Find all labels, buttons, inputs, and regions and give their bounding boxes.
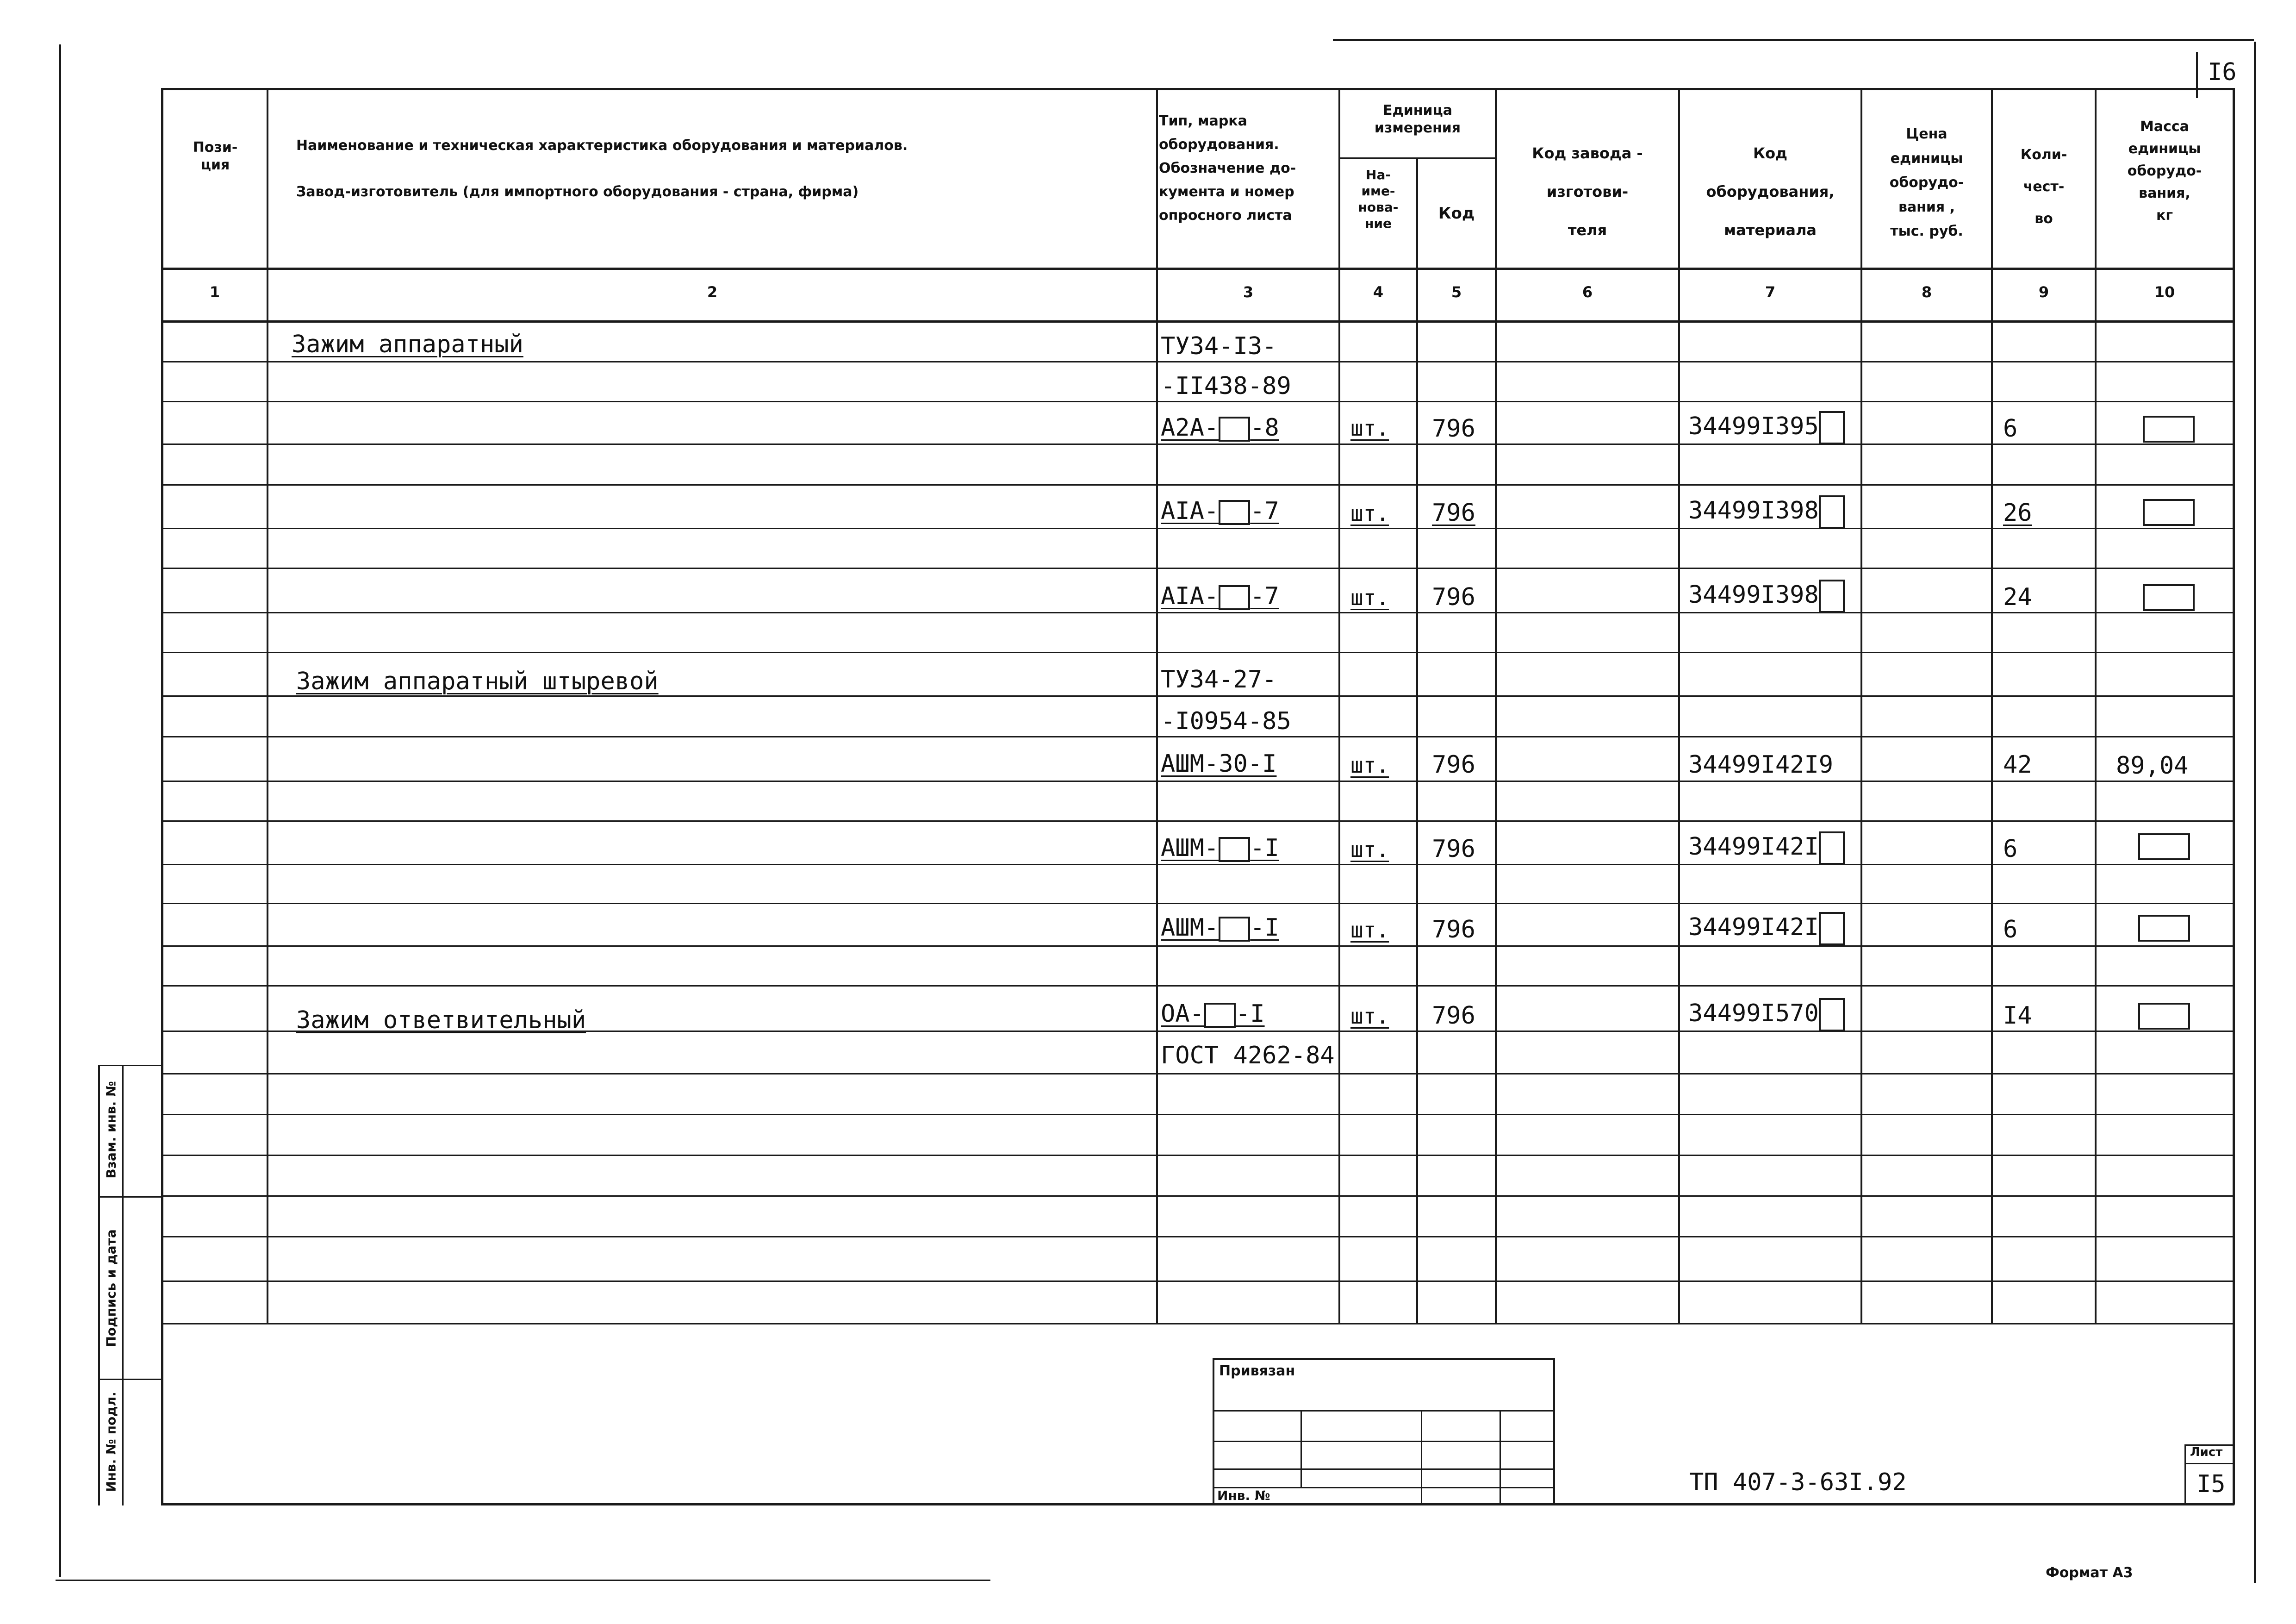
header-quantity: Коли- чест- во xyxy=(2020,147,2067,227)
col-line-8 xyxy=(1991,88,1993,1324)
blank-box-icon xyxy=(1819,998,1845,1031)
colnum-9: 9 xyxy=(2038,283,2049,301)
row-line xyxy=(161,652,2234,653)
mass-blank-box-icon xyxy=(2143,416,2195,443)
type-cell xyxy=(1161,916,1279,942)
header-unit-name: На- име- нова- ние xyxy=(1358,167,1399,231)
corner-box-left xyxy=(2196,52,2198,98)
header-position: Пози- ция xyxy=(193,139,238,173)
mass-cell: 89,04 xyxy=(2116,752,2189,780)
header-unit-code: Код xyxy=(1438,204,1475,223)
row-line xyxy=(161,1195,2234,1197)
equipment-code-cell xyxy=(1688,998,1845,1031)
blank-box-icon xyxy=(1819,411,1845,444)
unit-code-cell: 796 xyxy=(1432,499,1475,527)
colnum-5: 5 xyxy=(1451,283,1462,301)
type-prefix: АIА- xyxy=(1161,582,1219,610)
col-line-5 xyxy=(1495,88,1497,1324)
equipment-code-cell xyxy=(1688,831,1845,865)
equipment-code-text: 34499I570 xyxy=(1688,999,1819,1027)
sheet-box-mid xyxy=(2184,1463,2234,1464)
col-line-6 xyxy=(1678,88,1680,1324)
stamp-col-line xyxy=(1421,1410,1422,1505)
row-line xyxy=(161,1236,2234,1237)
table-bottom-border xyxy=(161,1503,2234,1505)
type-prefix: А2А- xyxy=(1161,414,1219,442)
type-cell: ТУ34-I3- xyxy=(1161,332,1277,360)
blank-box-icon xyxy=(1204,1003,1236,1028)
type-cell xyxy=(1161,416,1279,442)
item-name: Зажим аппаратный xyxy=(292,331,523,358)
equipment-code-cell xyxy=(1688,580,1845,613)
equipment-code-cell: 34499I42I9 xyxy=(1688,751,1834,779)
equipment-code-text: 34499I42I xyxy=(1688,913,1819,941)
col-line-3 xyxy=(1338,88,1340,1324)
type-cell xyxy=(1161,836,1279,862)
table-right-border xyxy=(2233,88,2235,1505)
blank-box-icon xyxy=(1219,585,1250,610)
row-line xyxy=(161,820,2234,822)
number-row-bottom-line xyxy=(161,320,2234,323)
stamp-frame-top xyxy=(1213,1358,1555,1360)
row-line xyxy=(161,736,2234,737)
header-price: Цена единицы оборудо- вания , тыс. руб. xyxy=(1889,126,1964,239)
unit-code-cell: 796 xyxy=(1432,751,1475,779)
colnum-7: 7 xyxy=(1765,283,1776,301)
row-line xyxy=(161,1073,2234,1074)
equipment-code-cell xyxy=(1688,912,1845,945)
table-top-border xyxy=(161,88,2234,90)
row-line xyxy=(161,443,2234,445)
side-stamp-mid xyxy=(122,1065,124,1505)
quantity-cell: 6 xyxy=(2003,415,2018,443)
unit-cell: шт. xyxy=(1350,501,1389,526)
unit-code-cell: 796 xyxy=(1432,1002,1475,1030)
mass-blank-box-icon xyxy=(2143,584,2195,611)
colnum-1: 1 xyxy=(209,283,220,301)
frame-left-line xyxy=(59,44,61,1577)
row-line xyxy=(161,568,2234,569)
stamp-inv-label: Инв. № xyxy=(1217,1488,1270,1503)
quantity-cell: 24 xyxy=(2003,583,2032,611)
col-line-1 xyxy=(267,88,268,1324)
row-line xyxy=(161,484,2234,486)
unit-cell: шт. xyxy=(1350,753,1389,778)
row-line xyxy=(161,1114,2234,1115)
sheet-corner-number: I6 xyxy=(2208,58,2237,86)
type-suffix: -I xyxy=(1235,1000,1265,1028)
type-cell: ГОСТ 4262-84 xyxy=(1161,1042,1335,1069)
unit-code-cell: 796 xyxy=(1432,415,1475,443)
equipment-code-cell xyxy=(1688,411,1845,444)
type-suffix: -7 xyxy=(1250,582,1279,610)
equipment-code-text: 34499I398 xyxy=(1688,497,1819,525)
unit-code-cell: 796 xyxy=(1432,916,1475,943)
colnum-4: 4 xyxy=(1373,283,1384,301)
blank-box-icon xyxy=(1819,912,1845,945)
quantity-cell: 42 xyxy=(2003,751,2032,779)
document-code: ТП 407-3-63I.92 xyxy=(1689,1468,1907,1496)
row-line xyxy=(161,1280,2234,1282)
col-line-7 xyxy=(1860,88,1862,1324)
mass-blank-box-icon xyxy=(2138,915,2190,942)
colnum-3: 3 xyxy=(1243,283,1254,301)
header-mass: Масса единицы оборудо- вания, кг xyxy=(2127,119,2202,224)
format-label: Формат А3 xyxy=(2046,1565,2133,1581)
type-cell xyxy=(1161,499,1279,525)
type-cell: АШМ-30-I xyxy=(1161,750,1277,778)
sheet-number: I5 xyxy=(2196,1470,2226,1498)
unit-cell: шт. xyxy=(1350,918,1389,943)
quantity-cell: I4 xyxy=(2003,1002,2032,1030)
stamp-col-line xyxy=(1500,1410,1501,1505)
colnum-10: 10 xyxy=(2154,283,2175,301)
mass-blank-box-icon xyxy=(2143,499,2195,526)
unit-cell: шт. xyxy=(1350,585,1389,610)
side-stamp-left xyxy=(98,1065,100,1505)
type-suffix: -I xyxy=(1250,834,1279,862)
col-line-4 xyxy=(1416,157,1418,1324)
unit-cell: шт. xyxy=(1350,416,1389,441)
colnum-8: 8 xyxy=(1921,283,1932,301)
stamp-col-line xyxy=(1300,1410,1302,1487)
unit-cell: шт. xyxy=(1350,1004,1389,1029)
unit-cell: шт. xyxy=(1350,837,1389,862)
equipment-code-text: 34499I42I xyxy=(1688,833,1819,861)
blank-box-icon xyxy=(1819,495,1845,529)
header-name-line1: Наименование и техническая характеристика оборудования и материалов. xyxy=(296,137,908,154)
equipment-code-text: 34499I395 xyxy=(1688,412,1819,440)
type-cell xyxy=(1161,1002,1265,1028)
quantity-cell: 6 xyxy=(2003,916,2018,943)
type-cell: ТУ34-27- xyxy=(1161,666,1277,693)
stamp-row-line xyxy=(1213,1441,1555,1442)
type-prefix: АШМ- xyxy=(1161,914,1219,942)
item-name: Зажим ответвительный xyxy=(296,1006,586,1034)
row-line xyxy=(161,1323,2234,1324)
frame-right-line xyxy=(2254,42,2256,1583)
col-line-9 xyxy=(2095,88,2097,1324)
row-line xyxy=(161,361,2234,362)
type-cell xyxy=(1161,584,1279,610)
type-suffix: -I xyxy=(1250,914,1279,942)
blank-box-icon xyxy=(1819,831,1845,865)
header-name-line2: Завод-изготовитель (для импортного оборудования - страна, фирма) xyxy=(296,184,859,200)
type-suffix: -7 xyxy=(1250,497,1279,525)
col-line-2 xyxy=(1156,88,1158,1324)
row-line xyxy=(161,401,2234,402)
quantity-cell: 26 xyxy=(2003,499,2032,527)
type-prefix: АШМ- xyxy=(1161,834,1219,862)
sheet-label: Лист xyxy=(2190,1445,2223,1459)
stamp-row-line xyxy=(1213,1410,1555,1412)
row-line xyxy=(161,612,2234,613)
stamp-linked-label: Привязан xyxy=(1219,1363,1295,1379)
stamp-row-line xyxy=(1213,1468,1555,1470)
mass-blank-box-icon xyxy=(2138,833,2190,860)
side-stamp-orig-inv: Инв. № подл. xyxy=(103,1392,119,1492)
row-line xyxy=(161,528,2234,529)
frame-bottom-line xyxy=(56,1580,990,1581)
colnum-2: 2 xyxy=(707,283,718,301)
unit-code-cell: 796 xyxy=(1432,583,1475,611)
equipment-code-text: 34499I398 xyxy=(1688,581,1819,609)
row-line xyxy=(161,695,2234,697)
sheet-box-left xyxy=(2184,1444,2186,1505)
row-line xyxy=(161,1155,2234,1156)
blank-box-icon xyxy=(1219,417,1250,442)
type-suffix: -8 xyxy=(1250,414,1279,442)
colnum-6: 6 xyxy=(1582,283,1593,301)
type-prefix: АIА- xyxy=(1161,497,1219,525)
equipment-code-cell xyxy=(1688,495,1845,529)
type-cell: -II438-89 xyxy=(1161,372,1291,400)
row-line xyxy=(161,864,2234,865)
row-line xyxy=(161,781,2234,782)
row-line xyxy=(161,903,2234,904)
row-line xyxy=(161,945,2234,947)
stamp-frame-right xyxy=(1553,1358,1555,1505)
side-stamp-signature-date: Подпись и дата xyxy=(103,1229,119,1347)
header-unit-group: Единица измерения xyxy=(1374,102,1461,136)
quantity-cell: 6 xyxy=(2003,835,2018,863)
header-bottom-line xyxy=(161,268,2234,270)
unit-group-subline xyxy=(1338,157,1496,159)
unit-code-cell: 796 xyxy=(1432,835,1475,863)
header-maker-code: Код завода - изготови- теля xyxy=(1532,144,1643,239)
stamp-frame-left xyxy=(1213,1358,1214,1505)
mass-blank-box-icon xyxy=(2138,1003,2190,1030)
frame-top-line xyxy=(1333,39,2254,41)
blank-box-icon xyxy=(1219,837,1250,862)
item-name: Зажим аппаратный штыревой xyxy=(296,668,659,695)
blank-box-icon xyxy=(1219,917,1250,942)
header-equipment-code: Код оборудования, материала xyxy=(1706,144,1835,239)
header-type: Тип, марка оборудования. Обозначение до- кумента и номер опросного листа xyxy=(1159,113,1296,224)
blank-box-icon xyxy=(1219,500,1250,525)
blank-box-icon xyxy=(1819,580,1845,613)
row-line xyxy=(161,985,2234,987)
type-cell: -I0954-85 xyxy=(1161,707,1291,735)
type-prefix: ОА- xyxy=(1161,1000,1204,1028)
side-stamp-replace-inv: Взам. инв. № xyxy=(103,1081,119,1179)
